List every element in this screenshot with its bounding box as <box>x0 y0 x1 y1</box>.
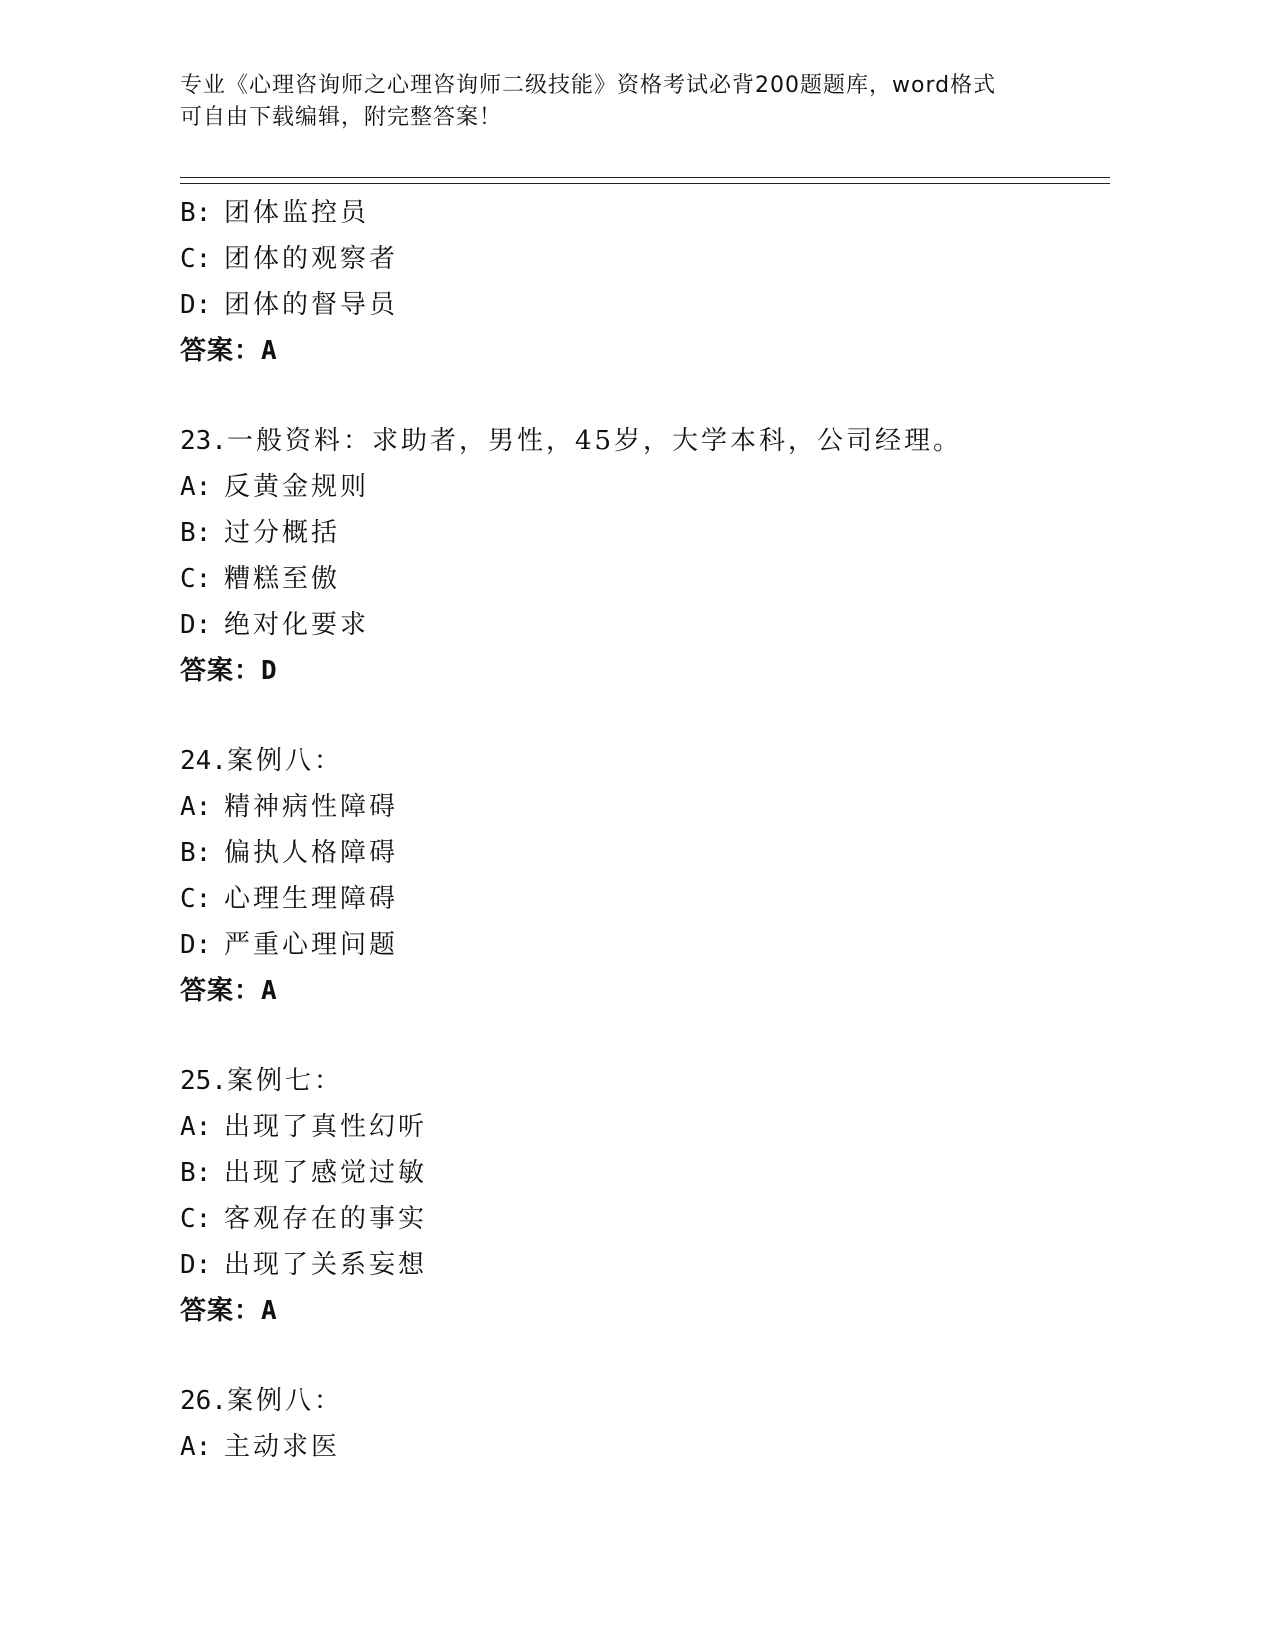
header-rule-bottom <box>180 183 1110 184</box>
question-stem <box>180 738 1110 784</box>
question-number: 23. <box>180 426 227 456</box>
header-rule-top <box>180 177 1110 178</box>
question-text: 案例七： <box>226 1066 343 1096</box>
option-letter: C: <box>180 564 212 594</box>
option-letter: B: <box>180 838 212 868</box>
option-b <box>180 830 1110 876</box>
option-b <box>180 510 1110 556</box>
option-letter: C: <box>180 244 212 274</box>
option-letter: B: <box>180 1158 212 1188</box>
answer-line <box>180 968 1110 1014</box>
previous-question-tail <box>180 190 1110 374</box>
question-stem <box>180 1378 1110 1424</box>
option-d <box>180 922 1110 968</box>
option-text: 反黄金规则 <box>224 472 370 502</box>
option-letter: A: <box>180 472 212 502</box>
option-b <box>180 1150 1110 1196</box>
option-text: 过分概括 <box>224 518 341 548</box>
option-d <box>180 1242 1110 1288</box>
answer-label: 答案： <box>180 976 262 1006</box>
option-text: 严重心理问题 <box>224 930 399 960</box>
option-letter: B: <box>180 518 212 548</box>
option-letter: D: <box>180 610 212 640</box>
question-stem <box>180 418 1110 464</box>
question-number: 26. <box>180 1386 227 1416</box>
option-letter: A: <box>180 1432 212 1462</box>
option-letter: A: <box>180 792 212 822</box>
question-23 <box>180 418 1110 694</box>
option-text: 团体监控员 <box>224 198 370 228</box>
option-letter: C: <box>180 884 212 914</box>
question-25 <box>180 1058 1110 1334</box>
option-text: 客观存在的事实 <box>224 1204 428 1234</box>
option-letter: B: <box>180 198 212 228</box>
option-letter: D: <box>180 290 212 320</box>
answer-label: 答案： <box>180 1296 262 1326</box>
option-a <box>180 1104 1110 1150</box>
option-text: 出现了真性幻听 <box>224 1112 428 1142</box>
option-letter: D: <box>180 1250 212 1280</box>
answer-line <box>180 648 1110 694</box>
header-line-2: 可自由下载编辑，附完整答案！ <box>180 105 503 130</box>
answer-value: D <box>261 656 277 686</box>
option-text: 精神病性障碍 <box>224 792 399 822</box>
option-c <box>180 1196 1110 1242</box>
option-c <box>180 876 1110 922</box>
answer-label: 答案： <box>180 336 262 366</box>
question-text: 案例八： <box>226 1386 343 1416</box>
header-line-1: 专业《心理咨询师之心理咨询师二级技能》资格考试必背200题题库，word格式 <box>180 73 997 98</box>
question-stem <box>180 1058 1110 1104</box>
question-text: 一般资料：求助者，男性，45岁，大学本科，公司经理。 <box>226 426 963 456</box>
answer-value: A <box>261 976 277 1006</box>
option-text: 糟糕至傲 <box>224 564 341 594</box>
option-text: 出现了感觉过敏 <box>224 1158 428 1188</box>
answer-line <box>180 328 1110 374</box>
option-letter: D: <box>180 930 212 960</box>
option-b <box>180 190 1110 236</box>
document-header <box>180 70 1060 134</box>
question-number: 24. <box>180 746 227 776</box>
option-text: 偏执人格障碍 <box>224 838 399 868</box>
option-letter: A: <box>180 1112 212 1142</box>
option-a <box>180 1424 1110 1470</box>
option-letter: C: <box>180 1204 212 1234</box>
answer-value: A <box>261 336 277 366</box>
option-d <box>180 282 1110 328</box>
question-26 <box>180 1378 1110 1470</box>
question-24 <box>180 738 1110 1014</box>
option-a <box>180 464 1110 510</box>
option-text: 绝对化要求 <box>224 610 370 640</box>
question-list <box>180 190 1110 1470</box>
option-text: 心理生理障碍 <box>224 884 399 914</box>
answer-value: A <box>261 1296 277 1326</box>
option-c <box>180 556 1110 602</box>
option-text: 团体的督导员 <box>224 290 399 320</box>
question-text: 案例八： <box>226 746 343 776</box>
question-number: 25. <box>180 1066 227 1096</box>
answer-line <box>180 1288 1110 1334</box>
option-d <box>180 602 1110 648</box>
option-text: 出现了关系妄想 <box>224 1250 428 1280</box>
option-text: 主动求医 <box>224 1432 341 1462</box>
option-c <box>180 236 1110 282</box>
option-a <box>180 784 1110 830</box>
answer-label: 答案： <box>180 656 262 686</box>
option-text: 团体的观察者 <box>224 244 399 274</box>
